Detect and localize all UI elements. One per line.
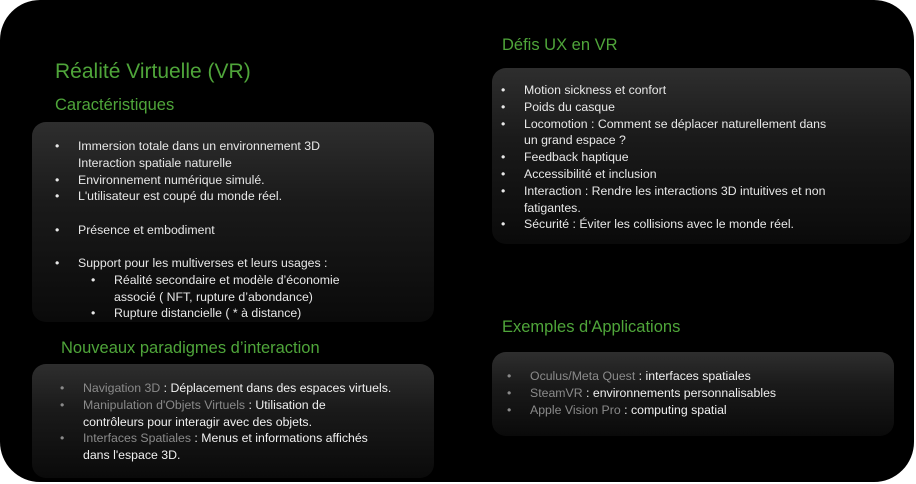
list-item: contrôleurs pour interagir avec des objets.: [83, 414, 312, 429]
list-item: dans l'espace 3D.: [83, 448, 181, 463]
paradigmes-list: [60, 380, 428, 464]
list-item: • Motion sickness et confort: [501, 83, 667, 97]
list-item: • Locomotion : Comment se déplacer naturellement dans: [501, 116, 827, 131]
list-item: • Oculus/Meta Quest : interfaces spatiales: [507, 369, 751, 383]
list-item: • Sécurité : Éviter les collisions avec le monde réel.: [501, 217, 794, 232]
list-item: un grand espace ?: [524, 133, 626, 148]
list-item: • Navigation 3D : Déplacement dans des espaces virtuels.: [60, 381, 392, 395]
list-item: • Feedback haptique: [501, 150, 629, 165]
list-item: • Environnement numérique simulé.: [55, 172, 265, 187]
list-item: • Apple Vision Pro : computing spatial: [507, 402, 727, 417]
list-item: • Support pour les multiverses et leurs usages :: [55, 255, 328, 270]
list-item: fatigantes.: [524, 200, 581, 215]
list-item: associé ( NFT, rupture d’abondance): [114, 289, 313, 304]
list-item: • Manipulation d'Objets Virtuels : Utilisation de: [60, 397, 326, 412]
list-item: • L'utilisateur est coupé du monde réel.: [55, 189, 283, 204]
paradigmes-heading: Nouveaux paradigmes d’interaction: [61, 339, 320, 357]
list-item: • Présence et embodiment: [55, 222, 215, 237]
exemples-card: [492, 352, 894, 436]
list-item: • SteamVR : environnements personnalisables: [507, 385, 777, 400]
list-item: • Interfaces Spatiales : Menus et informations affichés: [60, 431, 368, 446]
exemples-list: [507, 368, 888, 418]
list-item: • Poids du casque: [501, 99, 615, 114]
exemples-heading: Exemples d'Applications: [502, 318, 681, 336]
list-item: • Réalité secondaire et modèle d’économie: [91, 272, 340, 287]
caracteristiques-card: [32, 122, 434, 322]
list-item: • Rupture distancielle ( * à distance): [91, 306, 302, 321]
list-item: • Accessibilité et inclusion: [501, 166, 657, 181]
defis-heading: Défis UX en VR: [502, 36, 618, 54]
list-item: • Immersion totale dans un environnement 3D: [55, 139, 320, 153]
caracteristiques-list: [55, 138, 426, 322]
main-title: Réalité Virtuelle (VR): [55, 60, 251, 83]
paradigmes-card: [32, 364, 434, 478]
caracteristiques-heading: Caractéristiques: [55, 96, 175, 114]
list-item: • Interaction : Rendre les interactions 3D intuitives et non: [501, 183, 826, 198]
list-item: Interaction spatiale naturelle: [78, 155, 232, 170]
defis-card: [492, 68, 911, 244]
defis-list: [501, 82, 903, 233]
